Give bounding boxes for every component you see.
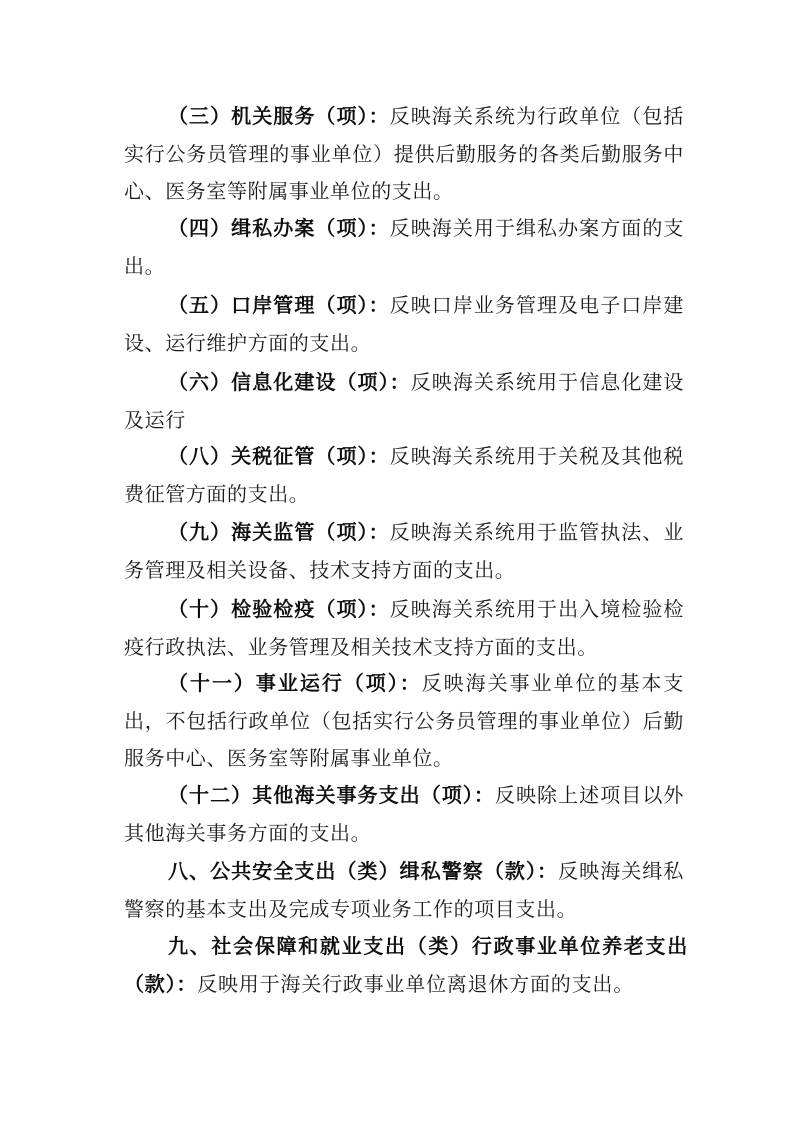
paragraph-shiye-yunxing bbox=[124, 665, 684, 778]
paragraph-jisi-banan bbox=[124, 210, 684, 285]
paragraph-text: 反映海关系统为行政单位（包括实行公务员管理的事业单位）提供后勤服务的各类后勤服务中心、医务室等附属事业单位的支出。 bbox=[124, 104, 684, 203]
paragraph-text: 反映海关缉私警察的基本支出及完成专项业务工作的项目支出。 bbox=[124, 859, 684, 921]
paragraph-heading: （十一）事业运行（项）： bbox=[168, 671, 422, 695]
paragraph-text: 反映用于海关行政事业单位离退休方面的支出。 bbox=[197, 971, 635, 996]
paragraph-heading: （九）海关监管（项）： bbox=[168, 520, 390, 544]
paragraph-heading: （八）关税征管（项）： bbox=[168, 444, 390, 468]
paragraph-shehui-baozhang bbox=[124, 928, 688, 1003]
paragraph-guanshui-zhengguan bbox=[124, 438, 684, 513]
paragraph-heading: （五）口岸管理（项）： bbox=[168, 293, 390, 317]
paragraph-kouan-guanli bbox=[124, 287, 684, 362]
paragraph-text: 反映海关用于缉私办案方面的支出。 bbox=[124, 216, 684, 278]
paragraph-text: 反映海关系统用于信息化建设及运行 bbox=[124, 370, 684, 432]
paragraph-text: 反映海关系统用于关税及其他税费征管方面的支出。 bbox=[124, 444, 684, 506]
paragraph-xinxihua-jianshe bbox=[124, 364, 684, 439]
paragraph-heading: （十二）其他海关事务支出（项）： bbox=[168, 783, 495, 807]
paragraph-text: 反映除上述项目以外其他海关事务方面的支出。 bbox=[124, 783, 684, 845]
paragraph-heading: 九、社会保障和就业支出（类）行政事业单位养老支出（款）： bbox=[124, 934, 688, 996]
paragraph-haiguan-jianguan bbox=[124, 514, 684, 589]
paragraph-heading: （十）检验检疫（项）： bbox=[168, 597, 390, 621]
paragraph-text: 反映海关事业单位的基本支出，不包括行政单位（包括实行公务员管理的事业单位）后勤服务中心、医务室等附属事业单位。 bbox=[124, 671, 684, 770]
paragraph-gonggong-anquan bbox=[124, 853, 684, 928]
paragraph-text: 反映海关系统用于监管执法、业务管理及相关设备、技术支持方面的支出。 bbox=[124, 520, 684, 582]
paragraph-heading: 八、公共安全支出（类）缉私警察（款）： bbox=[168, 859, 559, 883]
paragraph-heading: （三）机关服务（项）： bbox=[168, 104, 390, 128]
paragraph-jianyan-jianyi bbox=[124, 591, 684, 666]
paragraph-heading: （六）信息化建设（项）： bbox=[168, 370, 411, 394]
paragraph-heading: （四）缉私办案（项）： bbox=[168, 216, 390, 240]
paragraph-jiguan-fuwu bbox=[124, 98, 684, 211]
paragraph-text: 反映海关系统用于出入境检验检疫行政执法、业务管理及相关技术支持方面的支出。 bbox=[124, 597, 684, 659]
paragraph-qita-haiguan-shiwu bbox=[124, 777, 684, 852]
paragraph-text: 反映口岸业务管理及电子口岸建设、运行维护方面的支出。 bbox=[124, 293, 684, 355]
